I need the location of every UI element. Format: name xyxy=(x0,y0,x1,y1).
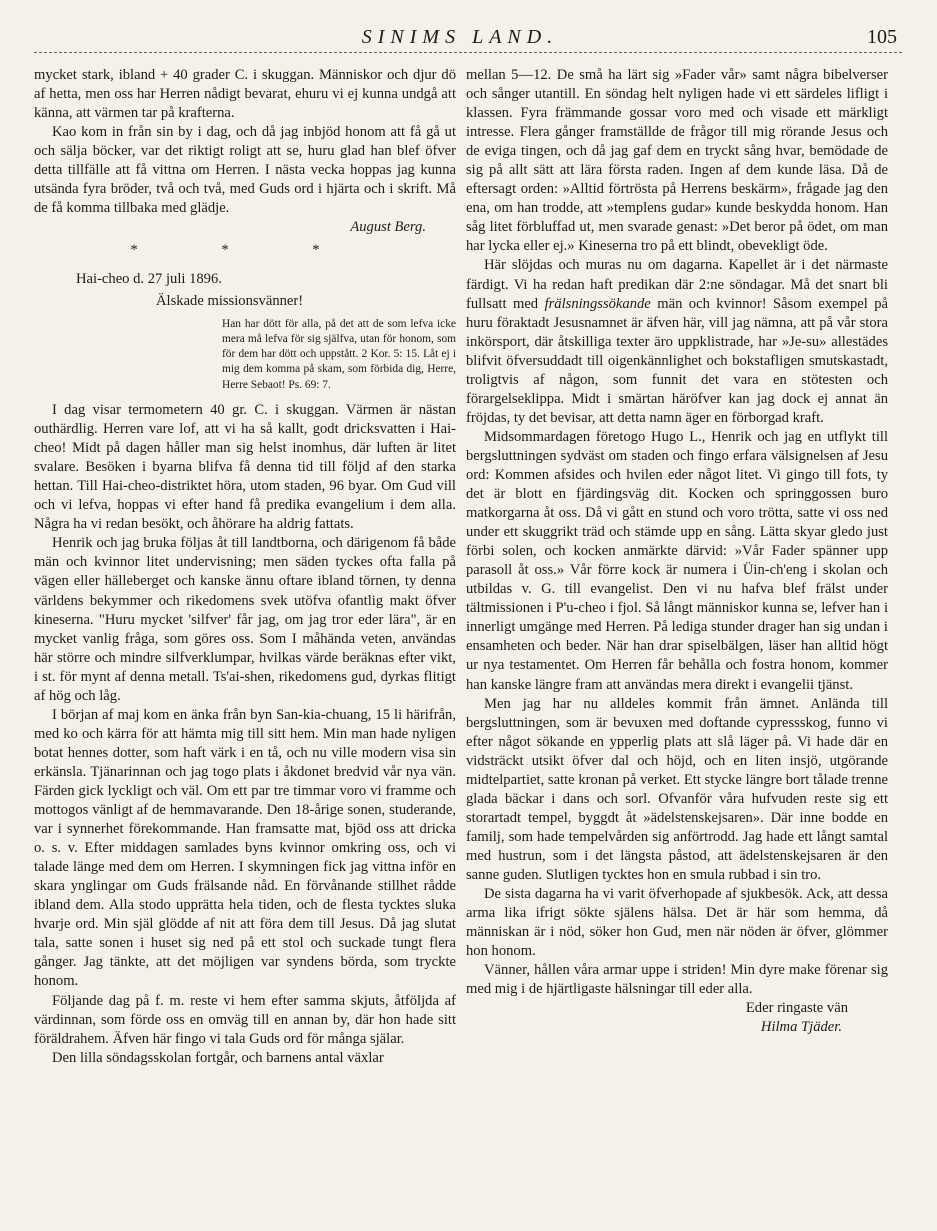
letter-salutation: Älskade missionsvänner! xyxy=(156,292,304,309)
paragraph: Henrik och jag bruka följas åt till landtborna, och därigenom få både män och kvinnor litet undervisning; men säden tyckes ofta falla på vägen eller hälleberget och kanske ännu oftare ibland törnen, ty denna världens bekymmer och rikedomens svek utöfva ofantlig makt öfver kineserna. "Huru mycket 'silfver' får jag, om jag tror eder lära", är en mycket vanlig fråga, som göres oss. Som I måhända veten, användas här större och mindre silfverklumpar, hvilkas värde beräknas efter vikt, i st. för mynt af denna metall. Ts'ai-shen, rikedomens gud, dyrkas flitigt af hög och låg. xyxy=(34,535,456,704)
letter-closing: Eder ringaste vän xyxy=(745,1000,848,1017)
running-title: SINIMS LAND. xyxy=(361,26,559,48)
paragraph: Men jag har nu alldeles kommit från ämnet. Anlända till bergsluttningen, som är bevuxen med doftande cypressskog, funno vi efter något sökande en ypperlig plats att slå läger på. Vi hade där en vidsträckt utsikt öfver dal och höjd, och en liten insjö, utgörande midtelpartiet, satte kronan på verket. Ett stycke längre bort tålade trenne glada bäckar i dans och sorl. Ofvanför våra hufvuden reste sig ett storartadt tempel, byggdt åt »ädelstenskejsaren». Där inne bodde en familj, som hade tempelvården sig anförtrodd. Jag hade ett långt samtal med hustrun, som i det längsta påstod, att ädelstenskejsaren är den sanne guden. Slutligen tycktes hon en smula rubbad i sin tro. xyxy=(466,695,888,883)
author-signature: August Berg. xyxy=(350,219,426,236)
paragraph: Vänner, hållen våra armar uppe i striden! Min dyre make förenar sig med mig i de hjärtligaste hälsningar till eder alla. xyxy=(466,962,888,998)
paragraph: De sista dagarna ha vi varit öfverhopade af sjukbesök. Ack, att dessa arma lika ifrigt sökte själens hälsa. Det är här som hemma, då människan är i nöd, söker hon Gud, men när nöden är öfver, glömmer hon honom. xyxy=(466,886,888,960)
paragraph xyxy=(466,256,888,427)
paragraph: Kao kom in från sin by i dag, och då jag inbjöd honom att få gå ut och sälja böcker, var det riktigt roligt att se, huru glad han blef öfver detta tillfälle att få vittna om Herren. I nästa vecka hoppas jag kunna utsända fyra bröder, två och två, med Guds ord i hjärta och i skrift. Må de få komma tillbaka med glädje. xyxy=(34,124,456,217)
emphasized-word: frälsningssökande xyxy=(544,295,651,312)
bible-quote: Han har dött för alla, på det att de som lefva icke mera må lefva för sig själfva, utan för honom, som för dem har dött och uppstått. 2 Kor. 5: 15. Låt ej i mig dem komma på skam, som förbida dig, Herre, Herre Sebaot! Ps. 69: 7. xyxy=(222,317,456,391)
right-column xyxy=(466,66,888,1037)
left-column xyxy=(34,66,456,1068)
header-divider xyxy=(34,52,902,53)
page-number: 105 xyxy=(867,26,897,48)
paragraph: Den lilla söndagsskolan fortgår, och barnens antal växlar xyxy=(52,1049,384,1066)
paragraph: mellan 5—12. De små ha lärt sig »Fader vår» samt några bibelverser och sånger utantill. En söndag helt nyligen hade vi ett särdeles lifligt i klassen. Fyra främmande gossar voro med och visade ett märkligt intresse. Flera gånger framställde de frågor till mig rörande Jesus och de eviga tingen, och då jag gaf dem en tryckt sång hvar, bemödade de sig på allt sätt att lära första raden. Ingen af dem kunde läsa. Då de eftersagt orden: »Alltid förtrösta på Herrens beskärm», frågade jag den ena, om han trodde, att »templens gudar» kunde beskydda honom. Han såg litet förbluffad ut, men svarade genast: »Det beror på ödet, om man har lycka eller ej.» Kineserna tro på ett blindt, obevekligt öde. xyxy=(466,67,888,255)
paragraph: I dag visar termometern 40 gr. C. i skuggan. Värmen är nästan outhärdlig. Herren vare lof, att vi ha så kallt, godt dricksvatten i Hai-cheo! Midt på dagen håller man sig helst inomhus, där luften är litet svalare. Besöken i byarna blifva få denna tid till följd af den starka hettan. Till Hai-cheo-distriktet höra, utom staden, 96 byar. Om Gud vill och vi lefva, hoppas vi efter hand få predika evangelium i dem alla. Några ha vi redan besökt, och åhörare ha aldrig fattats. xyxy=(34,402,456,533)
section-separator: * * * xyxy=(130,242,360,259)
text-run: Här slöjdas och muras nu om dagarna. Kapellet är i det närmaste färdigt. Vi ha redan haft predikan där 2:ne söndagar. Må det snart bli fullsatt med xyxy=(466,257,888,312)
paragraph: I början af maj kom en änka från byn San-kia-chuang, 15 li härifrån, med ko och kärra för att hämta mig till sitt hem. Min man hade nyligen botat hennes dotter, som haft värk i en tå, och nu ville modern visa sin erkänsla. Tjänarinnan och jag togo plats i åkdonet bredvid vår nya vän. Färden gick lyckligt och väl. Om ett par tre timmar voro vi framme och mottogos vänligt af de hemmavarande. Den 18-årige sonen, studerande, var i synnerhet förekommande. Han framsatte mat, bjöd oss att dricka o. s. v. Efter middagen samlades byns kvinnor omkring oss, och vi talade länge med dem om Herren. I skymningen fick jag vittna inför en skara ynglingar om Guds frälsande nåd. En förvånande stillhet rådde ibland dem. Alla stodo upprätta hela tiden, och de flesta tycktes sluka hvarje ord. Min själ glödde af nit att föra dem till Jesus. Då jag slutat tala, satte sonen i huset sig ned på ett stol och suckade tungt flera gånger. Jag tänkte, att det möjligen var syndens börda, som tryckte honom. xyxy=(34,706,456,990)
author-signature: Hilma Tjäder. xyxy=(760,1019,842,1036)
paragraph: mycket stark, ibland + 40 grader C. i skuggan. Människor och djur dö af hetta, men oss har Herren nådigt bevarat, ehuru vi ej kunna undgå att känna, att värmen tar på krafterna. xyxy=(34,67,456,122)
paragraph: Midsommardagen företogo Hugo L., Henrik och jag en utflykt till bergsluttningen sydväst om staden och fingo erfara välsignelsen af Jesu ord: Kommen afsides och hvilen eder något litet. Vi gingo till fots, ty det är blott en fjärdingsväg dit. Kocken och springgossen buro matkorgarna åt oss. Då vi gått en stund och voro trötta, satte vi oss ned under ett skuggrikt träd och stämde upp en sång. Lätta skyar gledo just förbi solen, och kocken anmärkte därvid: »Vår Fader spänner upp parasoll åt oss.» Vår förre kock är numera i Üin-ch'eng i skolan och utbildas v. G. till evangelist. Den vi nu hafva blef frälst under tältmissionen i P'u-cheo i fjol. Så långt människor kunna se, lefver han i innerligt umgänge med Herren. På ledigа stunder drager han sig undan i ensamheten och beder. När han drar spiselbälgen, läser han alltid högt ur nya testamentet. Om Herren får behålla och fostra honom, kommer han kanske längre fram att användas mera direkt i evangelii tjänst. xyxy=(466,428,888,693)
paragraph: Följande dag på f. m. reste vi hem efter samma skjuts, åtföljda af värdinnan, som förde oss en omväg till en annan by, där hon hade sitt föräldrahem. Äfven här fingo vi tala Guds ord för många själar. xyxy=(34,992,456,1047)
signature-row xyxy=(34,218,456,237)
text-run: män och kvinnor! Såsom exempel på huru föraktadt Jesusnamnet är äfven här, vill jag nämna, att på vår stora inkörsport, där åtskilliga texter äro uppklistrade, har »Je-su» allestädes blifvit öfversuddadt till oigenkännlighet och bokstafligen smutskastadt, troligtvis af någon, som funnit det vara en stötesten och förargelseklippa. Midt i smärtan häröfver kan jag dock ej annat än fröjdas, ty det bevisar, att detta namn äger en förborgad kraft. xyxy=(466,295,889,426)
letter-dateline: Hai-cheo d. 27 juli 1896. xyxy=(76,271,222,288)
